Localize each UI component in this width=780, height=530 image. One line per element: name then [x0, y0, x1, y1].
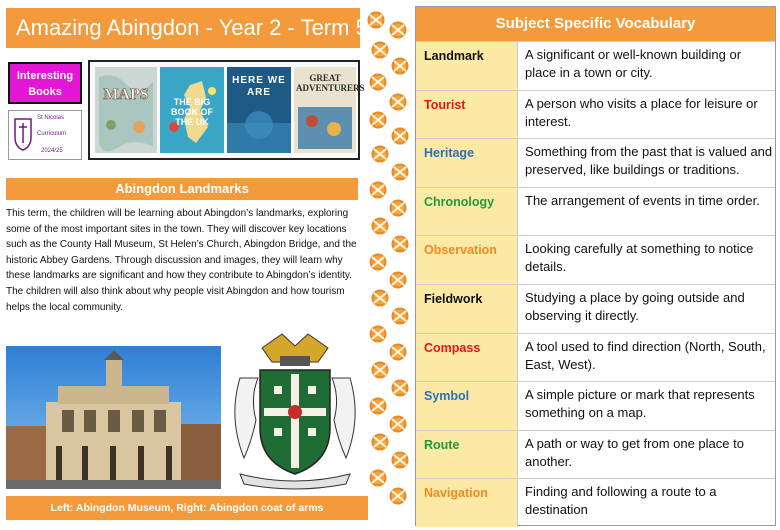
vocabulary-heading: Subject Specific Vocabulary [416, 7, 775, 41]
book-cover-great-adventurers [294, 67, 365, 153]
vocab-definition: Looking carefully at something to notice details. [525, 241, 754, 275]
vocab-term: Observation [416, 236, 518, 284]
school-logo [8, 110, 82, 160]
vocab-definition: A significant or well-known building or place in a town or city. [525, 47, 742, 80]
logo-text-line2: Curriculum [37, 131, 67, 137]
vocab-term: Route [416, 431, 518, 479]
vocab-row [416, 333, 775, 382]
vocabulary-table [415, 6, 776, 526]
vocab-row [416, 284, 775, 333]
landmarks-description: This term, the children will be learning about Abingdon’s landmarks, exploring some of the most important sites in the town. They will discover key locations such as the County Hall Museum, St Helen’s Church, Abingdon Bridge, and the historic Abbey Gardens. Through discussion and images, they will learn why these landmarks are significant and how they contribute to Abingdon’s identity. The children will also think about why people visit Abingdon and how tourism helps the local community. [6, 208, 357, 313]
vocab-definition: Finding and following a route to a destination [525, 484, 717, 518]
vocab-definition: A tool used to find direction (North, South, East, West). [525, 338, 766, 372]
abingdon-coat-of-arms [222, 328, 368, 493]
vocab-row [416, 41, 775, 90]
vocab-term: Compass [416, 334, 518, 382]
vocab-term: Navigation [416, 479, 518, 527]
vocab-term: Tourist [416, 91, 518, 139]
vocab-row [416, 187, 775, 236]
vocab-definition: A path or way to get from one place to another. [525, 435, 744, 469]
book-cover-maps [95, 67, 157, 153]
abingdon-museum-photo [6, 346, 221, 489]
book-title-here-we-are: HERE WE ARE [232, 75, 286, 98]
school-crest-icon [13, 117, 33, 151]
book-title-great-adventurers: GREAT ADVENTURERS [296, 73, 365, 93]
vocab-definition: Something from the past that is valued and preserved, like buildings or traditions. [525, 144, 773, 178]
vocab-row [416, 478, 775, 527]
logo-text-line3: 2024/25 [41, 148, 63, 154]
book-cover-here-we-are [227, 67, 291, 153]
vocab-term: Symbol [416, 382, 518, 430]
vocab-term: Chronology [416, 188, 518, 236]
vocab-row [416, 381, 775, 430]
vocab-definition: A simple picture or mark that represents something on a map. [525, 387, 755, 421]
logo-text-line1: St Nicolas [37, 115, 65, 121]
hot-cross-buns-decoration [364, 8, 414, 508]
book-cover-big-book-uk [160, 67, 224, 153]
vocab-row [416, 430, 775, 479]
vocab-row [416, 235, 775, 284]
vocab-term: Fieldwork [416, 285, 518, 333]
vocab-row [416, 138, 775, 187]
landmarks-heading: Abingdon Landmarks [6, 178, 358, 200]
vocab-term: Heritage [416, 139, 518, 187]
vocab-row [416, 90, 775, 139]
vocab-definition: A person who visits a place for leisure or interest. [525, 95, 758, 129]
page-title: Amazing Abingdon - Year 2 - Term 5 [6, 8, 360, 48]
image-caption: Left: Abingdon Museum, Right: Abingdon coat of arms [6, 496, 368, 520]
book-covers-panel [88, 60, 365, 160]
book-title-maps: MAPS [103, 86, 149, 103]
book-title-big-book-uk: THE BIG BOOK OF THE UK [171, 97, 213, 127]
vocab-definition: The arrangement of events in time order. [525, 192, 760, 208]
vocabulary-rows [416, 41, 775, 527]
interesting-books-label: Interesting Books [8, 62, 82, 104]
vocab-term: Landmark [416, 42, 518, 90]
vocab-definition: Studying a place by going outside and observing it directly. [525, 289, 745, 323]
